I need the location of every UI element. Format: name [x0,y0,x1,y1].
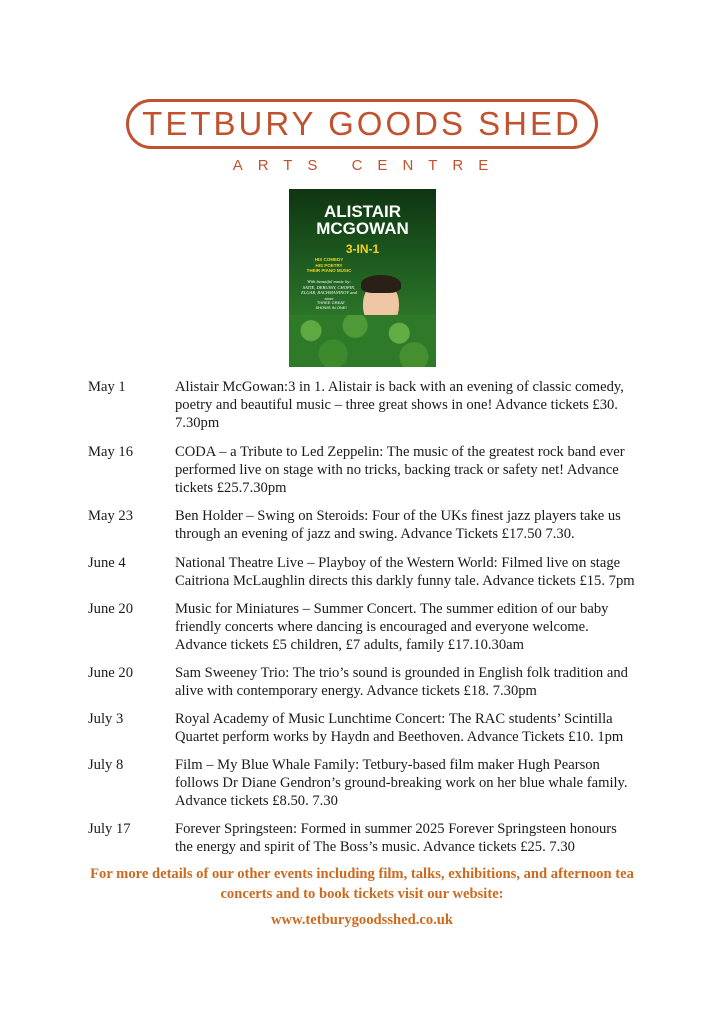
poster-tagline-line: HIS POETRY [315,262,343,268]
event-date: July 17 [88,821,131,837]
event-date: June 20 [88,601,133,617]
logo-text: TETBURY GOODS SHED [142,105,582,142]
event-description [175,600,655,654]
poster-figure-hair [361,275,401,293]
event-description [175,507,655,543]
event-description-line: follows Dr Diane Gendron’s ground-breaking work on her blue whale family. [175,775,628,791]
event-date: May 16 [88,444,133,460]
event-description-line: Ben Holder – Swing on Steroids: Four of the UKs finest jazz players take us [175,508,621,524]
poster-music-line: SATIE, DEBUSSY, CHOPIN, ELGAR, RACHMANINOV and more [301,284,357,301]
poster-name-line2: MCGOWAN [316,219,409,238]
footer-info [0,864,724,904]
event-description [175,664,655,700]
event-description-line: CODA – a Tribute to Led Zeppelin: The music of the greatest rock band ever [175,444,625,460]
arts-centre-subtitle: ARTS CENTRE [232,157,504,174]
event-date: June 20 [88,665,133,681]
poster-shows-text: THREE GREAT SHOWS IN ONE! [315,300,347,310]
event-description [175,710,655,746]
event-description-line: alive with contemporary energy. Advance tickets £18. 7.30pm [175,683,537,699]
footer-text-line: concerts and to book tickets visit our website: [220,886,504,902]
event-description-line: poetry and beautiful music – three great shows in one! Advance tickets £30. [175,397,618,413]
event-description-line: the energy and spirit of The Boss’s music. Advance tickets £25. 7.30 [175,839,575,855]
event-description-line: Music for Miniatures – Summer Concert. The summer edition of our baby [175,601,609,617]
poster-hedge [289,315,436,367]
event-description-line: National Theatre Live – Playboy of the Western World: Filmed live on stage [175,555,621,571]
event-date: May 1 [88,379,126,395]
event-date: July 3 [88,711,124,727]
event-description-line: Advance tickets £8.50. 7.30 [175,793,338,809]
event-description-line: tickets £25.7.30pm [175,480,287,496]
website-link[interactable]: www.tetburygoodsshed.co.uk [270,912,454,928]
event-description [175,756,655,810]
event-description-line: Film – My Blue Whale Family: Tetbury-based film maker Hugh Pearson [175,757,600,773]
poster-tagline [299,257,359,274]
event-description-line: Quartet perform works by Haydn and Beethoven. Advance Tickets £10. 1pm [175,729,624,745]
poster-name-line1: ALISTAIR [323,202,402,221]
event-description-line: Advance tickets £5 children, £7 adults, family £17.10.30am [175,637,524,653]
event-description-line: Sam Sweeney Trio: The trio’s sound is grounded in English folk tradition and [175,665,628,681]
event-description-line: performed live on stage with no tricks, backing track or safety net! Advance [175,462,619,478]
poster-music-line: With beautiful music by: [307,279,351,284]
event-description-line: Royal Academy of Music Lunchtime Concert: The RAC students’ Scintilla [175,711,613,727]
poster-show-title: 3-IN-1 [345,242,380,256]
poster-tagline-line: HIS COMEDY [314,257,344,262]
event-description-line: friendly concerts where dancing is encouraged and everyone welcome. [175,619,589,635]
event-date: June 4 [88,555,126,571]
event-description [175,378,655,432]
poster-name [289,203,436,237]
event-date: July 8 [88,757,124,773]
event-poster-image [289,189,436,367]
event-description-line: Alistair McGowan:3 in 1. Alistair is back with an evening of classic comedy, [175,379,624,395]
event-description [175,443,655,497]
event-description-line: through an evening of jazz and swing. Advance Tickets £17.50 7.30. [175,526,575,542]
poster-music-credits [297,279,361,301]
poster-tagline-line: THEIR PIANO MUSIC [306,268,352,273]
event-date: May 23 [88,508,133,524]
event-description [175,554,655,590]
event-description [175,820,655,856]
footer-text-line: For more details of our other events including film, talks, exhibitions, and afternoon tea [90,866,634,882]
venue-logo [126,99,598,149]
event-description-line: 7.30pm [175,415,220,431]
event-description-line: Caitriona McLaughlin directs this darkly funny tale. Advance tickets £15. 7pm [175,573,635,589]
event-description-line: Forever Springsteen: Formed in summer 2025 Forever Springsteen honours [175,821,617,837]
